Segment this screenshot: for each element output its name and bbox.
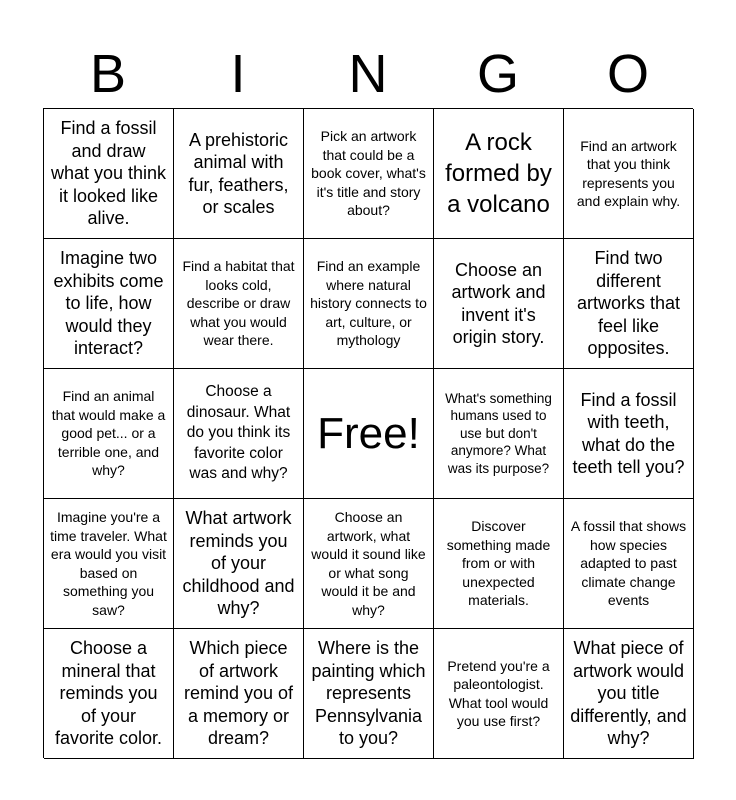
bingo-cell[interactable]	[434, 109, 564, 239]
cell-text: A prehistoric animal with fur, feathers, or scales	[188, 129, 289, 217]
cell-text: What piece of artwork would you title differently, and why?	[570, 638, 687, 749]
bingo-cell[interactable]	[304, 629, 434, 759]
title-letter-g: G	[476, 44, 519, 104]
cell-text: Find an animal that would make a good pet... or a terrible one, and why?	[51, 388, 166, 479]
bingo-cell[interactable]	[174, 109, 304, 239]
cell-text: A fossil that shows how species adapted to past climate change events	[570, 518, 687, 609]
bingo-cell[interactable]	[304, 499, 434, 629]
cell-text: Find an example where natural history connects to art, culture, or mythology	[310, 258, 427, 349]
title-letter-o: O	[606, 44, 649, 104]
bingo-cell[interactable]	[434, 499, 564, 629]
cell-text: Discover something made from or with unexpected materials.	[446, 518, 551, 609]
bingo-cell[interactable]	[564, 369, 694, 499]
bingo-cell[interactable]	[174, 499, 304, 629]
bingo-cell[interactable]	[564, 239, 694, 369]
cell-text: Find a fossil with teeth, what do the teeth tell you?	[572, 389, 685, 477]
cell-text: Choose a mineral that reminds you of your favorite color.	[54, 638, 163, 749]
cell-text: Imagine two exhibits come to life, how would they interact?	[53, 248, 164, 359]
bingo-cell[interactable]	[44, 239, 174, 369]
title-letter-b: B	[89, 44, 127, 104]
bingo-card	[43, 108, 693, 758]
bingo-cell[interactable]	[564, 499, 694, 629]
cell-text: Pretend you're a paleontologist. What tool would you use first?	[447, 657, 550, 729]
free-space[interactable]	[304, 369, 434, 499]
bingo-cell[interactable]	[44, 109, 174, 239]
cell-text: Choose an artwork, what would it sound like or what song would it be and why?	[311, 509, 426, 618]
bingo-cell[interactable]	[174, 239, 304, 369]
cell-text: Where is the painting which represents Pennsylvania to you?	[311, 638, 426, 749]
cell-text: Find a habitat that looks cold, describe or draw what you would wear there.	[182, 258, 295, 349]
bingo-cell[interactable]	[434, 369, 564, 499]
bingo-cell[interactable]	[174, 369, 304, 499]
cell-text: Find an artwork that you think represents you and explain why.	[576, 137, 681, 209]
cell-text: Imagine you're a time traveler. What era would you visit based on something you saw?	[50, 509, 167, 618]
cell-text: Find two different artworks that feel like opposites.	[576, 248, 681, 359]
title-letter-n: N	[348, 44, 388, 104]
cell-text: What's something humans used to use but don't anymore? What was its purpose?	[445, 390, 552, 476]
bingo-cell[interactable]	[44, 629, 174, 759]
bingo-cell[interactable]	[174, 629, 304, 759]
cell-text: Find a fossil and draw what you think it looked like alive.	[50, 118, 167, 229]
cell-text: Choose a dinosaur. What do you think its favorite color was and why?	[186, 383, 291, 483]
cell-text: Choose an artwork and invent it's origin story.	[451, 259, 546, 347]
bingo-title	[43, 40, 693, 108]
bingo-cell[interactable]	[44, 369, 174, 499]
bingo-cell[interactable]	[304, 239, 434, 369]
bingo-cell[interactable]	[44, 499, 174, 629]
bingo-cell[interactable]	[434, 239, 564, 369]
cell-text: Pick an artwork that could be a book cover, what's it's title and story about?	[311, 128, 426, 219]
cell-text: A rock formed by a volcano	[445, 129, 552, 218]
bingo-cell[interactable]	[304, 109, 434, 239]
bingo-cell[interactable]	[434, 629, 564, 759]
bingo-cell[interactable]	[564, 109, 694, 239]
free-text: Free!	[317, 408, 420, 458]
bingo-cell[interactable]	[564, 629, 694, 759]
title-letter-i: I	[230, 44, 246, 104]
cell-text: Which piece of artwork remind you of a memory or dream?	[183, 638, 294, 749]
cell-text: What artwork reminds you of your childhood and why?	[182, 508, 295, 619]
